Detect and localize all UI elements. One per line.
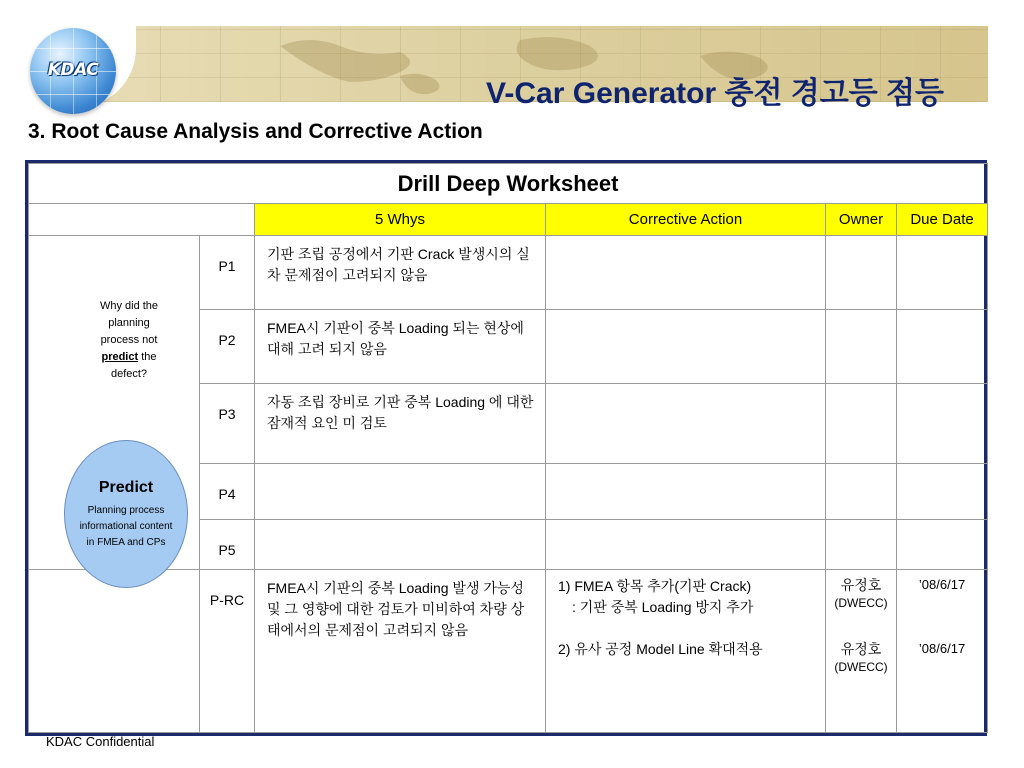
row-label-p5: P5 <box>200 520 255 570</box>
corrective-cell-p4 <box>546 464 826 520</box>
owner-2-name: 유정호 <box>840 641 882 657</box>
owner-cell-p1 <box>826 236 897 310</box>
column-header-due-date: Due Date <box>897 204 988 236</box>
owner-cell-p5 <box>826 520 897 570</box>
predict-emphasis: predict <box>101 351 139 363</box>
why-text-p1: 기판 조립 공정에서 기판 Crack 발생시의 실차 문제점이 고려되지 않음 <box>255 236 546 310</box>
due-cell-p4 <box>897 464 988 520</box>
owner-prc <box>826 570 897 733</box>
row-label-p3: P3 <box>200 384 255 464</box>
owner-cell-p3 <box>826 384 897 464</box>
footer-confidential: KDAC Confidential <box>46 734 155 749</box>
predict-description: Planning process informational content in FMEA and CPs <box>79 505 173 548</box>
due-date-prc <box>897 570 988 733</box>
why-text-p4 <box>255 464 546 520</box>
due-cell-p1 <box>897 236 988 310</box>
column-header-owner: Owner <box>826 204 897 236</box>
section-heading: 3. Root Cause Analysis and Corrective Action <box>28 120 483 143</box>
due-cell-p3 <box>897 384 988 464</box>
drill-deep-worksheet <box>25 160 987 736</box>
owner-2-org: (DWECC) <box>834 660 888 674</box>
corrective-cell-p3 <box>546 384 826 464</box>
why-text-prc: FMEA시 기판의 중복 Loading 발생 가능성 및 그 영향에 대한 검토가 미비하여 차량 상태에서의 문제점이 고려되지 않음 <box>255 570 546 733</box>
owner-cell-p4 <box>826 464 897 520</box>
page-title: V-Car Generator 충전 경고등 점등 <box>486 77 944 110</box>
due-cell-p2 <box>897 310 988 384</box>
corrective-cell-p5 <box>546 520 826 570</box>
due-cell-p5 <box>897 520 988 570</box>
prc-left-spacer <box>29 570 200 733</box>
due-date-2: ’08/6/17 <box>918 641 966 656</box>
header-spacer <box>29 204 255 236</box>
owner-cell-p2 <box>826 310 897 384</box>
header-banner <box>100 26 988 110</box>
corrective-action-1-detail: : 기판 중복 Loading 방지 추가 <box>572 599 754 615</box>
corrective-action-2: 2) 유사 공정 Model Line 확대적용 <box>558 641 763 657</box>
corrective-action-1: 1) FMEA 항목 추가(기판 Crack) <box>558 578 752 594</box>
predict-title: Predict <box>98 479 154 496</box>
predict-circle <box>64 440 188 588</box>
row-label-prc: P-RC <box>200 570 255 733</box>
corrective-cell-p2 <box>546 310 826 384</box>
column-header-corrective-action: Corrective Action <box>546 204 826 236</box>
corrective-action-prc <box>546 570 826 733</box>
worksheet-title: Drill Deep Worksheet <box>29 164 988 204</box>
why-text-p3: 자동 조립 장비로 기판 중복 Loading 에 대한 잠재적 요인 미 검토 <box>255 384 546 464</box>
question-text: Why did the planning process not predict the defect? <box>99 300 159 380</box>
row-label-p2: P2 <box>200 310 255 384</box>
column-header-whys: 5 Whys <box>255 204 546 236</box>
why-text-p5 <box>255 520 546 570</box>
worksheet-table <box>28 163 988 733</box>
row-label-p4: P4 <box>200 464 255 520</box>
why-text-p2: FMEA시 기판이 중복 Loading 되는 현상에 대해 고려 되지 않음 <box>255 310 546 384</box>
owner-1-org: (DWECC) <box>834 596 888 610</box>
row-label-p1: P1 <box>200 236 255 310</box>
predict-category-cell <box>29 236 200 570</box>
company-logo-text: KDAC <box>47 60 99 80</box>
due-date-1: ’08/6/17 <box>918 577 966 592</box>
corrective-cell-p1 <box>546 236 826 310</box>
owner-1-name: 유정호 <box>840 577 882 593</box>
